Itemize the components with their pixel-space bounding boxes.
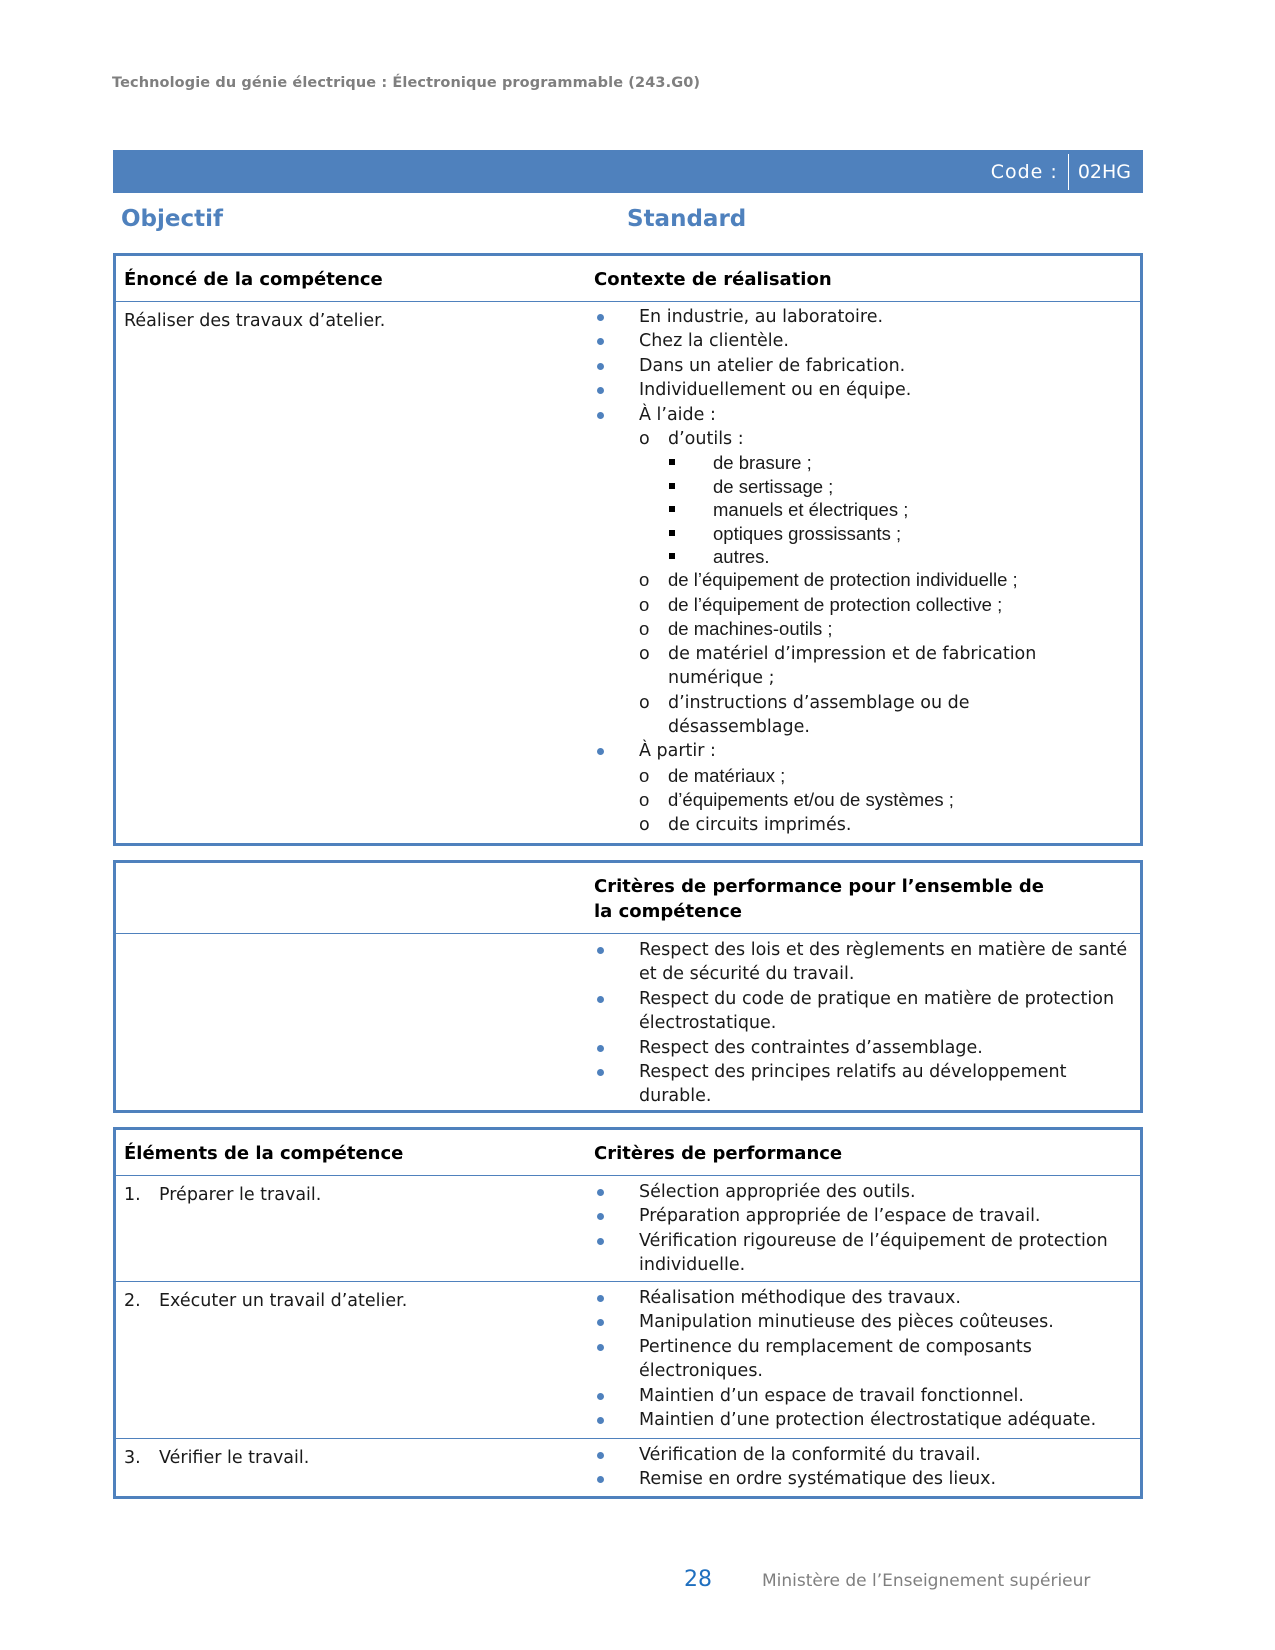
list-item: Sélection appropriée des outils. <box>594 1180 1132 1204</box>
bullet-icon <box>597 1452 604 1459</box>
sub-list-item: o d’outils : <box>594 427 1132 451</box>
list-item: À l’aide : <box>594 403 1132 427</box>
table-header-row <box>116 1130 1140 1175</box>
circle-bullet-icon: o <box>639 692 650 713</box>
standard-title: Standard <box>627 206 747 232</box>
bullet-icon <box>597 1213 604 1220</box>
list-item: Dans un atelier de fabrication. <box>594 354 1132 378</box>
criteria-cell <box>586 1439 1140 1492</box>
bullet-icon <box>597 1393 604 1400</box>
bullet-icon <box>597 1295 604 1302</box>
table-row <box>116 1175 1140 1281</box>
global-criteria-table <box>113 860 1143 1113</box>
bullet-icon <box>597 996 604 1003</box>
enonce-text: Réaliser des travaux d’atelier. <box>124 311 386 331</box>
sub-list-item: o de matériel d’impression et de fabrication numérique ; <box>639 643 1037 689</box>
circle-bullet-icon: o <box>639 618 650 640</box>
code-bar <box>113 150 1143 193</box>
list-item: Respect des principes relatifs au développement durable. <box>594 1060 1136 1109</box>
list-item: Préparation appropriée de l’espace de travail. <box>594 1204 1132 1228</box>
circle-bullet-icon: o <box>639 429 650 450</box>
sub-list-item: o de l’équipement de protection collective ; <box>594 593 1132 617</box>
sub-list-item: o d’équipements et/ou de systèmes ; <box>594 788 1132 812</box>
bullet-icon <box>597 412 604 419</box>
circle-bullet-icon: o <box>639 593 650 615</box>
bullet-icon <box>597 1045 604 1052</box>
bullet-icon <box>597 314 604 321</box>
global-criteria-list <box>586 934 1140 1109</box>
sub-sub-list-item: de sertissage ; <box>594 475 1132 498</box>
list-item: Respect du code de pratique en matière de protection électrostatique. <box>594 987 1136 1036</box>
global-criteria-header: Critères de performance pour l’ensemble de la compétence <box>594 876 1044 922</box>
sub-list-item: o de circuits imprimés. <box>594 813 1132 837</box>
list-item: Chez la clientèle. <box>594 329 1132 353</box>
square-bullet-icon <box>669 530 675 536</box>
bullet-icon <box>597 1238 604 1245</box>
list-item: À partir : <box>594 739 1132 763</box>
list-item: Respect des contraintes d’assemblage. <box>594 1036 1136 1060</box>
bullet-icon <box>597 1069 604 1076</box>
list-item: En industrie, au laboratoire. <box>594 305 1132 329</box>
bullet-icon <box>597 1319 604 1326</box>
criteria-cell <box>586 1176 1140 1281</box>
list-item: Maintien d’une protection électrostatique adéquate. <box>594 1408 1132 1432</box>
circle-bullet-icon: o <box>639 764 650 786</box>
list-item: Individuellement ou en équipe. <box>594 378 1132 402</box>
bullet-icon <box>597 1476 604 1483</box>
empty-cell <box>116 863 586 933</box>
sub-sub-list-item: de brasure ; <box>594 451 1132 474</box>
square-bullet-icon <box>669 553 675 559</box>
bullet-icon <box>597 748 604 755</box>
circle-bullet-icon: o <box>639 814 650 835</box>
table-row <box>116 301 1140 837</box>
bullet-icon <box>597 1417 604 1424</box>
list-item: Maintien d’un espace de travail fonctionnel. <box>594 1384 1132 1408</box>
table-header-row <box>116 256 1140 301</box>
page-number: 28 <box>684 1567 712 1592</box>
competence-context-table <box>113 253 1143 846</box>
bullet-icon <box>597 387 604 394</box>
bullet-icon <box>597 1189 604 1196</box>
context-header: Contexte de réalisation <box>594 269 832 290</box>
criteria-header: Critères de performance <box>594 1143 843 1164</box>
table-header-row <box>116 863 1140 933</box>
list-item: Respect des lois et des règlements en matière de santé et de sécurité du travail. <box>594 938 1136 987</box>
list-item: Remise en ordre systématique des lieux. <box>594 1467 1132 1491</box>
empty-cell <box>116 934 586 1109</box>
running-header: Technologie du génie électrique : Électronique programmable (243.G0) <box>112 75 701 91</box>
elements-header: Éléments de la compétence <box>124 1143 404 1164</box>
criteria-cell <box>586 1282 1140 1438</box>
objectif-title: Objectif <box>121 206 224 232</box>
bullet-icon <box>597 1344 604 1351</box>
square-bullet-icon <box>669 459 675 465</box>
square-bullet-icon <box>669 483 675 489</box>
table-row <box>116 933 1140 1109</box>
element-cell: 1. Préparer le travail. <box>124 1185 322 1205</box>
table-row <box>116 1438 1140 1492</box>
bullet-icon <box>597 338 604 345</box>
table-row <box>116 1281 1140 1438</box>
sub-sub-list-item: optiques grossissants ; <box>594 522 1132 545</box>
circle-bullet-icon: o <box>639 789 650 811</box>
code-value: 02HG <box>1077 160 1131 183</box>
bullet-icon <box>597 363 604 370</box>
sub-list-item: o de l’équipement de protection individuelle ; <box>594 568 1132 592</box>
sub-sub-list-item: manuels et électriques ; <box>594 498 1132 521</box>
list-item: Vérification rigoureuse de l’équipement de protection individuelle. <box>594 1229 1132 1278</box>
circle-bullet-icon: o <box>639 643 650 664</box>
sub-list-item: o de machines-outils ; <box>594 617 1132 641</box>
list-item: Réalisation méthodique des travaux. <box>594 1286 1132 1310</box>
enonce-header: Énoncé de la compétence <box>124 269 383 290</box>
context-list <box>586 302 1140 837</box>
sub-list-item: o de matériaux ; <box>594 764 1132 788</box>
code-label: Code : <box>990 160 1058 183</box>
element-cell: 3. Vérifier le travail. <box>124 1448 310 1468</box>
bullet-icon <box>597 947 604 954</box>
footer-ministry: Ministère de l’Enseignement supérieur <box>762 1571 1091 1591</box>
element-cell: 2. Exécuter un travail d’atelier. <box>124 1291 408 1311</box>
square-bullet-icon <box>669 506 675 512</box>
sub-sub-list-item: autres. <box>594 545 1132 568</box>
list-item: Pertinence du remplacement de composants électroniques. <box>594 1335 1132 1384</box>
sub-list-item: o d’instructions d’assemblage ou de désassemblage. <box>639 692 970 737</box>
list-item: Vérification de la conformité du travail. <box>594 1443 1132 1467</box>
circle-bullet-icon: o <box>639 569 650 591</box>
list-item: Manipulation minutieuse des pièces coûteuses. <box>594 1310 1132 1334</box>
elements-criteria-table <box>113 1127 1143 1499</box>
